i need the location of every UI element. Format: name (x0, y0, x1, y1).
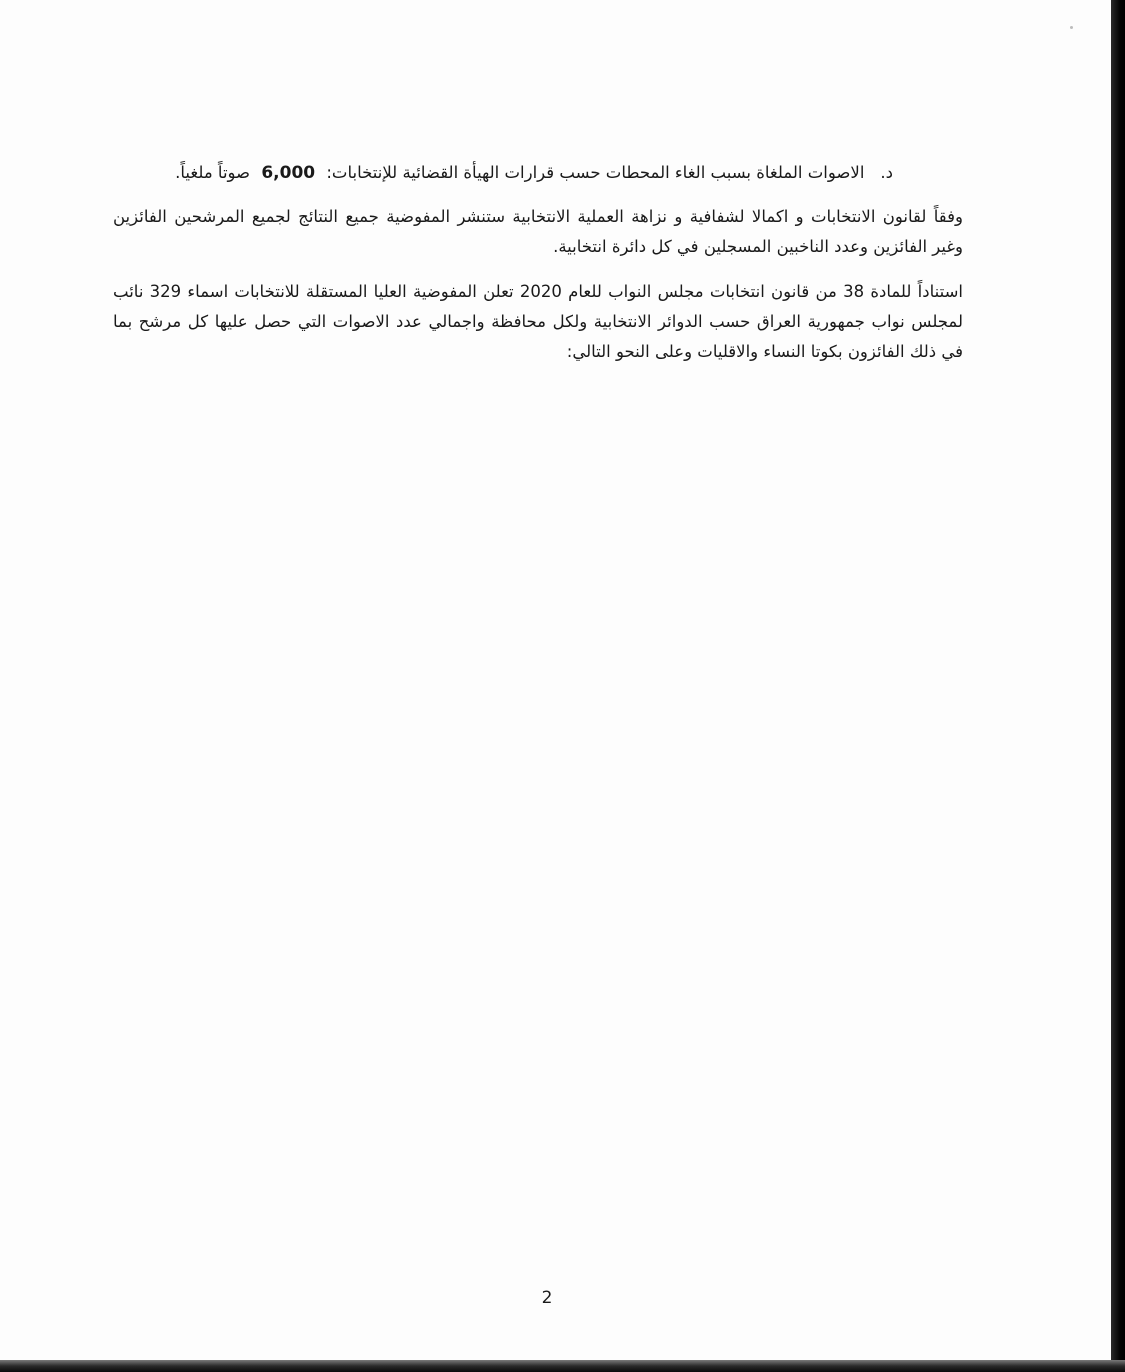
item-d-text-before: الاصوات الملغاة بسبب الغاء المحطات حسب قرارات الهيأة القضائية للإنتخابات: (326, 163, 865, 182)
scan-bottom-edge (0, 1360, 1125, 1372)
scan-right-edge (1111, 0, 1125, 1372)
cancelled-votes-number: 6,000 (261, 163, 316, 183)
item-d-marker: د. (880, 163, 893, 182)
item-d-text-after: صوتاً ملغياً. (175, 163, 251, 182)
paragraph-transparency: وفقاً لقانون الانتخابات و اكمالا لشفافية و نزاهة العملية الانتخابية ستنشر المفوضية جميع النتائج لجميع المرشحين الفائزين وغير الفائزين وعدد الناخبين المسجلين في كل دائرة انتخابية. (113, 207, 963, 256)
scan-speck (1070, 26, 1073, 29)
paragraph-article-38: استناداً للمادة 38 من قانون انتخابات مجلس النواب للعام 2020 تعلن المفوضية العليا المستقلة للانتخابات اسماء 329 نائب لمجلس نواب جمهورية العراق حسب الدوائر الانتخابية ولكل محافظة واجمالي عدد الاصوات التي حصل عليها كل مرشح بما في ذلك الفائزون بكوتا النساء والاقليات وعلى النحو التالي: (113, 282, 963, 361)
item-d-line (133, 158, 893, 188)
page-number: 2 (541, 1288, 553, 1308)
